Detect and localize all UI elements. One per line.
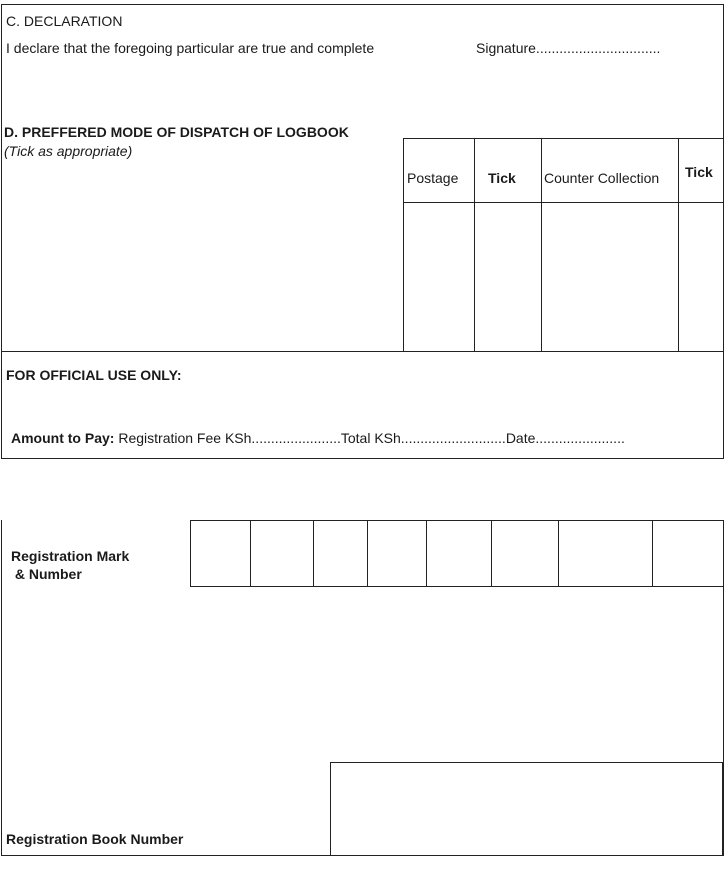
registration-book-label: Registration Book Number bbox=[6, 831, 184, 847]
tick-cell-counter[interactable] bbox=[679, 203, 723, 351]
registration-mark-label-line1: Registration Mark bbox=[11, 548, 130, 564]
amount-label: Amount to Pay: bbox=[11, 430, 115, 446]
declaration-statement: I declare that the foregoing particular are true and complete bbox=[6, 40, 375, 56]
column-tick-counter: Tick bbox=[685, 164, 713, 180]
reg-mark-cell-1[interactable] bbox=[191, 521, 250, 586]
section-divider bbox=[1, 351, 724, 352]
declaration-heading: C. DECLARATION bbox=[6, 13, 123, 29]
reg-mark-cell-8[interactable] bbox=[653, 521, 723, 586]
bottom-border bbox=[1, 458, 724, 459]
reg-mark-bottom bbox=[190, 586, 724, 587]
official-heading: FOR OFFICIAL USE ONLY: bbox=[6, 367, 182, 383]
left-border bbox=[1, 4, 2, 459]
reg-mark-cell-5[interactable] bbox=[427, 521, 491, 586]
dispatch-heading: D. PREFFERED MODE OF DISPATCH OF LOGBOOK bbox=[4, 124, 349, 140]
registration-mark-label bbox=[11, 547, 129, 583]
signature-field[interactable]: Signature................................ bbox=[476, 40, 661, 56]
dispatch-table-top bbox=[403, 138, 724, 139]
right-border bbox=[723, 4, 724, 459]
dispatch-table-divider-3 bbox=[541, 138, 542, 351]
lower-left-border bbox=[1, 520, 2, 856]
reg-mark-cell-7[interactable] bbox=[559, 521, 652, 586]
column-tick-postage: Tick bbox=[488, 170, 516, 186]
reg-mark-cell-4[interactable] bbox=[368, 521, 426, 586]
amount-fields[interactable]: Registration Fee KSh.......................Total KSh...........................Date....................... bbox=[114, 430, 625, 446]
top-border bbox=[1, 4, 724, 5]
lower-right-border bbox=[723, 520, 724, 856]
tick-cell-postage[interactable] bbox=[475, 203, 541, 351]
amount-row bbox=[11, 430, 625, 446]
column-postage: Postage bbox=[407, 170, 459, 186]
column-counter-collection: Counter Collection bbox=[544, 170, 660, 186]
registration-mark-label-line2: & Number bbox=[11, 566, 82, 582]
registration-book-field[interactable] bbox=[330, 762, 723, 856]
dispatch-table-divider-1 bbox=[403, 138, 404, 351]
dispatch-table-header-bottom bbox=[403, 202, 724, 203]
reg-mark-cell-2[interactable] bbox=[251, 521, 313, 586]
reg-mark-cell-3[interactable] bbox=[314, 521, 367, 586]
reg-mark-cell-6[interactable] bbox=[492, 521, 558, 586]
dispatch-subheading: (Tick as appropriate) bbox=[4, 143, 133, 159]
